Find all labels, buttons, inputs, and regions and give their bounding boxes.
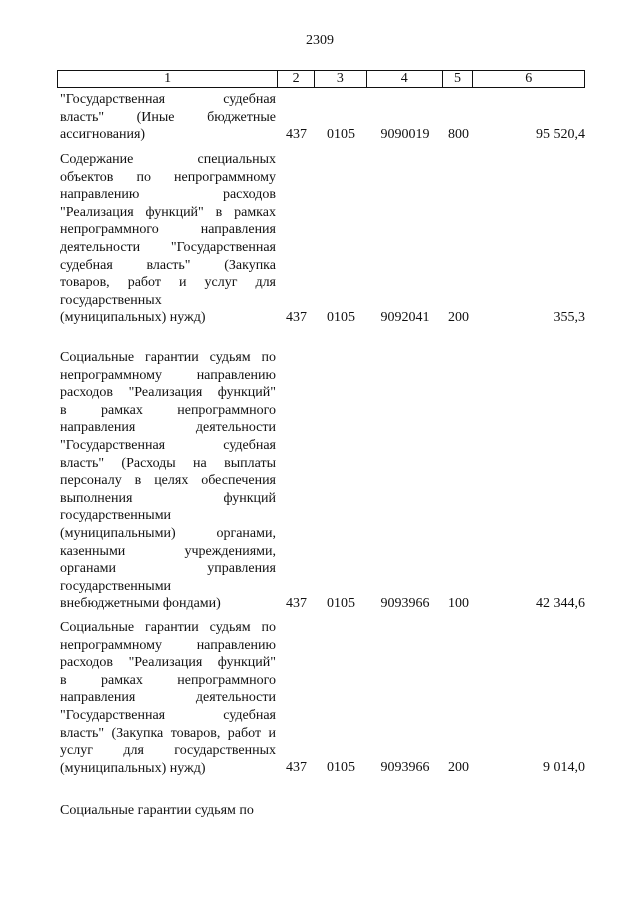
description-line: деятельности "Государственная <box>60 239 276 255</box>
cell-ministry-code: 437 <box>286 596 307 612</box>
cell-amount: 355,3 <box>553 310 585 326</box>
description-line: органами управления <box>60 561 276 577</box>
description-line: "Государственная судебная <box>60 437 276 453</box>
description-line: (муниципальных) нужд) <box>60 760 206 776</box>
cell-expense-type: 100 <box>448 596 469 612</box>
description-line: "Государственная судебная <box>60 92 276 107</box>
description-line: услуг для государственных <box>60 743 276 759</box>
description-line: (муниципальных) нужд) <box>60 310 206 326</box>
description-line: "Реализация функций" в рамках <box>60 204 276 220</box>
cell-expense-type: 200 <box>448 310 469 326</box>
description-line: объектов по непрограммному <box>60 169 276 185</box>
description-line: в рамках непрограммного <box>60 672 276 688</box>
description-line: власть" (Закупка товаров, работ и <box>60 725 276 741</box>
description-line: направления деятельности <box>60 690 276 706</box>
description-line: непрограммному направлению <box>60 367 276 383</box>
description-line: внебюджетными фондами) <box>60 596 221 612</box>
description-line: государственными <box>60 508 172 524</box>
row-description <box>60 91 276 144</box>
description-line: Социальные гарантии судьям по <box>60 620 276 635</box>
description-line: Содержание специальных <box>60 152 276 167</box>
description-line: в рамках непрограммного <box>60 402 276 418</box>
cell-ministry-code: 437 <box>286 127 307 143</box>
cell-target-code: 9090019 <box>380 127 430 143</box>
description-line: ассигнования) <box>60 127 146 143</box>
description-line: непрограммному направлению <box>60 637 276 653</box>
row-description <box>60 349 276 613</box>
table-row <box>57 349 585 613</box>
description-line: власть" (Расходы на выплаты <box>60 455 276 471</box>
header-col-2: 2 <box>278 71 315 87</box>
description-line: судебная власть" (Закупка <box>60 257 276 273</box>
table-header <box>57 70 585 88</box>
table-row <box>57 151 585 327</box>
description-line: "Государственная судебная <box>60 707 276 723</box>
row-description <box>60 802 276 820</box>
description-line: направления деятельности <box>60 420 276 436</box>
cell-section-code: 0105 <box>327 596 355 612</box>
table-row <box>57 619 585 777</box>
description-line: расходов "Реализация функций" <box>60 655 276 671</box>
description-line: непрограммного направления <box>60 222 276 238</box>
cell-expense-type: 200 <box>448 760 469 776</box>
description-line: государственных <box>60 292 162 308</box>
cell-ministry-code: 437 <box>286 760 307 776</box>
page-number: 2309 <box>306 33 334 48</box>
description-line: Социальные гарантии судьям по <box>60 803 254 818</box>
description-line: расходов "Реализация функций" <box>60 385 276 401</box>
table-row <box>57 802 585 820</box>
cell-amount: 9 014,0 <box>543 760 585 776</box>
header-col-5: 5 <box>443 71 474 87</box>
cell-amount: 95 520,4 <box>536 127 585 143</box>
cell-target-code: 9093966 <box>380 596 430 612</box>
description-line: Социальные гарантии судьям по <box>60 350 276 365</box>
cell-ministry-code: 437 <box>286 310 307 326</box>
cell-section-code: 0105 <box>327 127 355 143</box>
cell-section-code: 0105 <box>327 310 355 326</box>
description-line: товаров, работ и услуг для <box>60 275 276 291</box>
cell-section-code: 0105 <box>327 760 355 776</box>
cell-amount: 42 344,6 <box>536 596 585 612</box>
description-line: власть" (Иные бюджетные <box>60 109 276 125</box>
header-col-3: 3 <box>315 71 367 87</box>
description-line: государственными <box>60 578 172 594</box>
description-line: персоналу в целях обеспечения <box>60 473 276 489</box>
row-description <box>60 619 276 777</box>
header-col-4: 4 <box>367 71 443 87</box>
description-line: выполнения функций <box>60 490 276 506</box>
row-description <box>60 151 276 327</box>
description-line: (муниципальными) органами, <box>60 525 276 541</box>
cell-target-code: 9093966 <box>380 760 430 776</box>
description-line: направлению расходов <box>60 187 276 203</box>
description-line: казенными учреждениями, <box>60 543 276 559</box>
cell-target-code: 9092041 <box>380 310 430 326</box>
table-row <box>57 91 585 144</box>
header-col-1: 1 <box>58 71 278 87</box>
cell-expense-type: 800 <box>448 127 469 143</box>
header-col-6: 6 <box>525 71 533 86</box>
